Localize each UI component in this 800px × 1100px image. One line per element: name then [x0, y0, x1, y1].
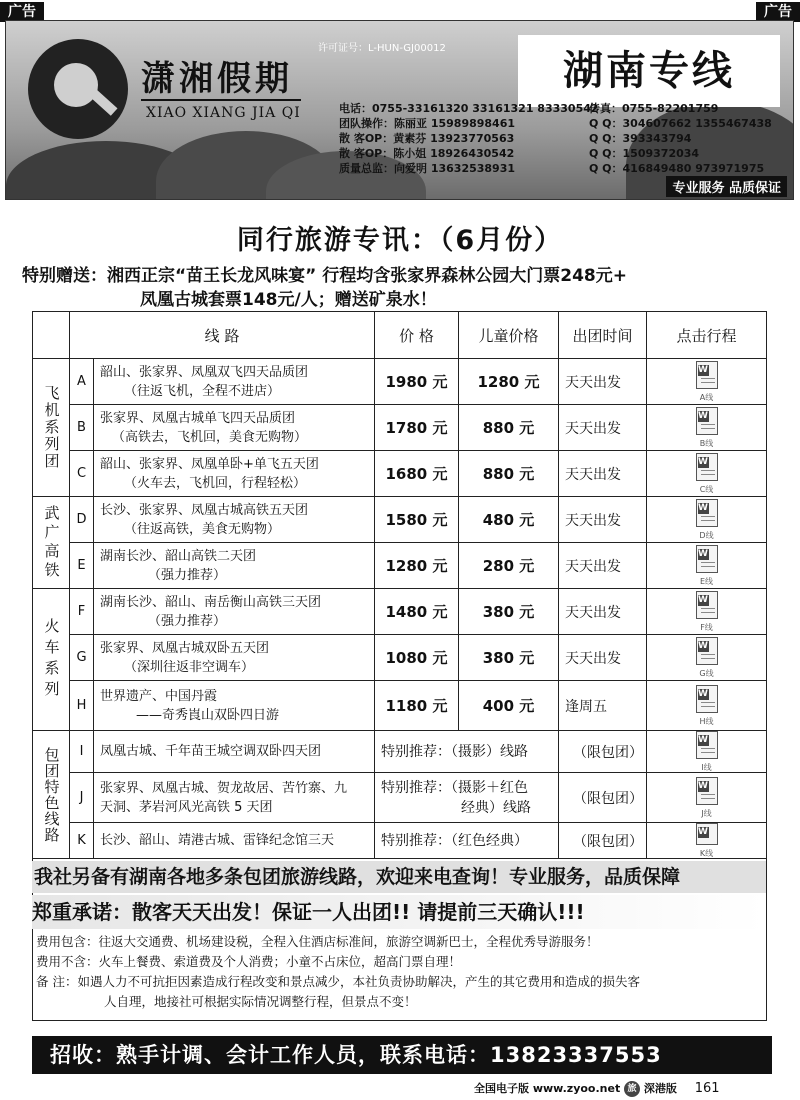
doc-label: F线	[700, 623, 713, 632]
route-line-2: （强力推荐）	[148, 567, 227, 583]
route-name	[94, 823, 375, 859]
contact-right: Q Q：393343794	[589, 132, 692, 145]
category-private: 包团特色线路	[33, 731, 70, 859]
contact-left: 电话：0755-33161320 33161321 83330542	[339, 102, 599, 115]
route-line-1: 张家界、凤凰古城单飞四天品质团	[100, 410, 296, 426]
route-name	[94, 359, 375, 405]
route-code: E	[70, 543, 94, 589]
travel-badge-icon: 旅	[624, 1081, 640, 1097]
itinerary-link[interactable]	[647, 773, 767, 823]
route-code: H	[70, 681, 94, 731]
route-line-2: （强力推荐）	[148, 613, 227, 629]
header-route: 线 路	[70, 312, 375, 359]
recruit-banner: 招收：熟手计调、会计工作人员，联系电话：13823337553	[32, 1036, 772, 1074]
route-line-1: 张家界、凤凰古城双卧五天团	[100, 640, 270, 656]
route-line-2: （往返飞机，全程不进店）	[124, 383, 281, 399]
route-code: G	[70, 635, 94, 681]
adult-price: 1480 元	[375, 589, 459, 635]
route-line-2: （高铁去，飞机回，美食无购物）	[112, 429, 308, 445]
adult-price: 1980 元	[375, 359, 459, 405]
license-number: 许可证号：L-HUN-GJ00012	[318, 43, 446, 54]
route-line-1: 湖南长沙、韶山高铁二天团	[100, 548, 257, 564]
contact-left: 团队操作：陈丽亚 15989898461	[339, 117, 516, 130]
brand-name-en: XIAO XIANG JIA QI	[146, 105, 301, 121]
route-line-1: 世界遗产、中国丹霞	[100, 688, 218, 704]
doc-label: H线	[699, 717, 714, 726]
route-code: D	[70, 497, 94, 543]
doc-label: C线	[699, 485, 714, 494]
itinerary-link[interactable]	[647, 359, 767, 405]
header-depart: 出团时间	[559, 312, 647, 359]
word-doc-icon[interactable]: W	[696, 685, 718, 713]
footer-site: 全国电子版 www.zyoo.net	[474, 1082, 621, 1095]
depart-time: 天天出发	[559, 497, 647, 543]
depart-time: 天天出发	[559, 543, 647, 589]
child-price: 1280 元	[459, 359, 559, 405]
table-row	[33, 773, 767, 823]
itinerary-link[interactable]	[647, 731, 767, 773]
private-only: （限包团）	[559, 823, 647, 859]
adult-price: 1780 元	[375, 405, 459, 451]
child-price: 880 元	[459, 405, 559, 451]
doc-label: G线	[699, 669, 714, 678]
fee-include: 费用包含：往返大交通费、机场建设税，全程入住酒店标准间，旅游空调新巴士，全程优秀导游服务！	[36, 934, 599, 949]
route-name	[94, 405, 375, 451]
route-name	[94, 731, 375, 773]
ad-tag-left: 广告	[0, 2, 44, 22]
route-line-1: 韶山、张家界、凤凰双飞四天品质团	[100, 364, 309, 380]
route-line-1: 凤凰古城、千年苗王城空调双卧四天团	[100, 744, 322, 759]
depart-time: 天天出发	[559, 451, 647, 497]
header-price: 价 格	[375, 312, 459, 359]
route-code: J	[70, 773, 94, 823]
fee-exclude: 费用不含：火车上餐费、索道费及个人消费；小童不占床位，超高门票自理！	[36, 954, 462, 969]
route-line-2: （深圳往返非空调车）	[124, 659, 255, 675]
depart-time: 天天出发	[559, 405, 647, 451]
word-doc-icon[interactable]: W	[696, 407, 718, 435]
adult-price: 1180 元	[375, 681, 459, 731]
route-name	[94, 635, 375, 681]
route-line-1: 长沙、韶山、靖港古城、雷锋纪念馆三天	[100, 833, 335, 848]
word-doc-icon[interactable]: W	[696, 545, 718, 573]
route-code: F	[70, 589, 94, 635]
table-row	[33, 823, 767, 859]
itinerary-link[interactable]	[647, 497, 767, 543]
doc-label: B线	[699, 439, 714, 448]
contact-right: 传真：0755-82201759	[589, 102, 719, 115]
contact-list	[339, 101, 772, 176]
contact-right: Q Q：416849480 973971975	[589, 162, 765, 175]
route-name	[94, 681, 375, 731]
depart-time: 天天出发	[559, 589, 647, 635]
route-line-2: ——奇秀崀山双卧四日游	[136, 707, 280, 723]
private-only: （限包团）	[559, 731, 647, 773]
itinerary-link[interactable]	[647, 543, 767, 589]
table-row	[33, 543, 767, 589]
child-price: 380 元	[459, 635, 559, 681]
contact-left: 散 客OP：黄素芬 13923770563	[339, 132, 515, 145]
special-line-2: 经典）线路	[461, 799, 531, 816]
depart-time: 天天出发	[559, 635, 647, 681]
contact-row	[339, 101, 719, 116]
header-banner	[5, 20, 794, 200]
header-cell-empty	[33, 312, 70, 359]
category-flight: 飞机系列团	[33, 359, 70, 497]
route-line-1: 张家界、凤凰古城、贺龙故居、苦竹寨、九	[100, 780, 348, 796]
adult-price: 1280 元	[375, 543, 459, 589]
word-doc-icon[interactable]: W	[696, 499, 718, 527]
doc-label: I线	[701, 763, 712, 772]
child-price: 480 元	[459, 497, 559, 543]
child-price: 380 元	[459, 589, 559, 635]
contact-row	[339, 161, 765, 176]
contact-left: 散 客OP：陈小姐 18926430542	[339, 147, 515, 160]
doc-label: A线	[699, 393, 714, 402]
child-price: 400 元	[459, 681, 559, 731]
adult-price: 1580 元	[375, 497, 459, 543]
logo-lens	[54, 63, 98, 107]
private-only: （限包团）	[559, 773, 647, 823]
contact-right: Q Q：1509372034	[589, 147, 700, 160]
contact-row	[339, 131, 692, 146]
special-recommend	[375, 773, 559, 823]
route-code: K	[70, 823, 94, 859]
route-code: C	[70, 451, 94, 497]
itinerary-link[interactable]	[647, 451, 767, 497]
adult-price: 1680 元	[375, 451, 459, 497]
routes-table	[32, 311, 767, 859]
route-code: I	[70, 731, 94, 773]
route-name	[94, 543, 375, 589]
itinerary-link[interactable]	[647, 405, 767, 451]
child-price: 880 元	[459, 451, 559, 497]
route-line-1: 湖南长沙、韶山、南岳衡山高铁三天团	[100, 594, 322, 610]
route-line-2: （火车去，飞机回，行程轻松）	[124, 475, 307, 491]
table-row	[33, 497, 767, 543]
special-line-1: 特别推荐：（摄影＋红色	[381, 779, 528, 796]
route-name	[94, 451, 375, 497]
route-line-1: 长沙、张家界、凤凰古城高铁五天团	[100, 502, 309, 518]
contact-row	[339, 116, 772, 131]
title-box	[518, 35, 780, 107]
gift-line-1: 特别赠送：湘西正宗“苗王长龙风味宴” 行程均含张家界森林公园大门票248元+	[22, 266, 627, 286]
itinerary-link[interactable]	[647, 635, 767, 681]
route-name	[94, 589, 375, 635]
word-doc-icon[interactable]: W	[696, 453, 718, 481]
page-number: 161	[694, 1081, 720, 1096]
word-doc-icon[interactable]: W	[696, 361, 718, 389]
word-doc-icon[interactable]: W	[696, 731, 718, 759]
depart-time: 逢周五	[559, 681, 647, 731]
word-doc-icon[interactable]: W	[696, 777, 718, 805]
table-row	[33, 589, 767, 635]
table-row	[33, 359, 767, 405]
route-code: A	[70, 359, 94, 405]
page-footer	[474, 1080, 720, 1097]
doc-label: D线	[699, 531, 714, 540]
brand-name: 潇湘假期	[141, 59, 293, 99]
remark-line-2: 人自理，地接社可根据实际情况调整行程，但景点不变！	[104, 994, 417, 1009]
route-name	[94, 497, 375, 543]
brand-divider	[141, 99, 301, 101]
header-itinerary: 点击行程	[647, 312, 767, 359]
itinerary-link[interactable]	[647, 681, 767, 731]
gift-line-2: 凤凰古城套票148元/人；赠送矿泉水！	[140, 290, 437, 310]
itinerary-link[interactable]	[647, 589, 767, 635]
depart-time: 天天出发	[559, 359, 647, 405]
remark-line-1: 备 注：如遇人力不可抗拒因素造成行程改变和景点减少，本社负责协助解决，产生的其它费用和造成的损失客	[36, 974, 640, 989]
route-line-2: （往返高铁，美食无购物）	[124, 521, 281, 537]
route-line-2: 天洞、茅岩河风光高铁 5 天团	[100, 799, 273, 815]
fee-notes	[36, 932, 764, 1012]
word-doc-icon[interactable]: W	[696, 591, 718, 619]
route-code: B	[70, 405, 94, 451]
table-row	[33, 635, 767, 681]
route-line-1: 韶山、张家界、凤凰单卧+单飞五天团	[100, 456, 319, 472]
word-doc-icon[interactable]: W	[696, 823, 718, 845]
header-child-price: 儿童价格	[459, 312, 559, 359]
table-row	[33, 681, 767, 731]
doc-label: J线	[701, 809, 712, 818]
table-header-row	[33, 312, 767, 359]
special-recommend: 特别推荐：（摄影）线路	[375, 731, 559, 773]
contact-right: Q Q：304607662 1355467438	[589, 117, 772, 130]
footer-edition: 深港版	[643, 1082, 677, 1095]
doc-label: K线	[699, 849, 714, 858]
special-recommend: 特别推荐：（红色经典）	[375, 823, 559, 859]
doc-label: E线	[699, 577, 714, 586]
main-title: 同行旅游专讯：（6月份）	[236, 225, 564, 256]
table-row	[33, 731, 767, 773]
ad-tag-right: 广告	[756, 2, 800, 22]
category-wuguang: 武广高铁	[33, 497, 70, 589]
slogan-badge: 专业服务 品质保证	[666, 176, 787, 197]
child-price: 280 元	[459, 543, 559, 589]
category-train: 火车系列	[33, 589, 70, 731]
adult-price: 1080 元	[375, 635, 459, 681]
contact-left: 质量总监：向爱明 13632538931	[339, 162, 516, 175]
word-doc-icon[interactable]: W	[696, 637, 718, 665]
itinerary-link[interactable]	[647, 823, 767, 859]
promise-banner: 郑重承诺：散客天天出发！保证一人出团!! 请提前三天确认!!!	[32, 895, 766, 929]
route-name	[94, 773, 375, 823]
contact-row	[339, 146, 700, 161]
more-routes-banner: 我社另备有湖南各地多条包团旅游线路，欢迎来电查询！专业服务，品质保障	[32, 861, 766, 893]
page-title: 湖南专线	[563, 48, 735, 94]
table-row	[33, 451, 767, 497]
table-row	[33, 405, 767, 451]
